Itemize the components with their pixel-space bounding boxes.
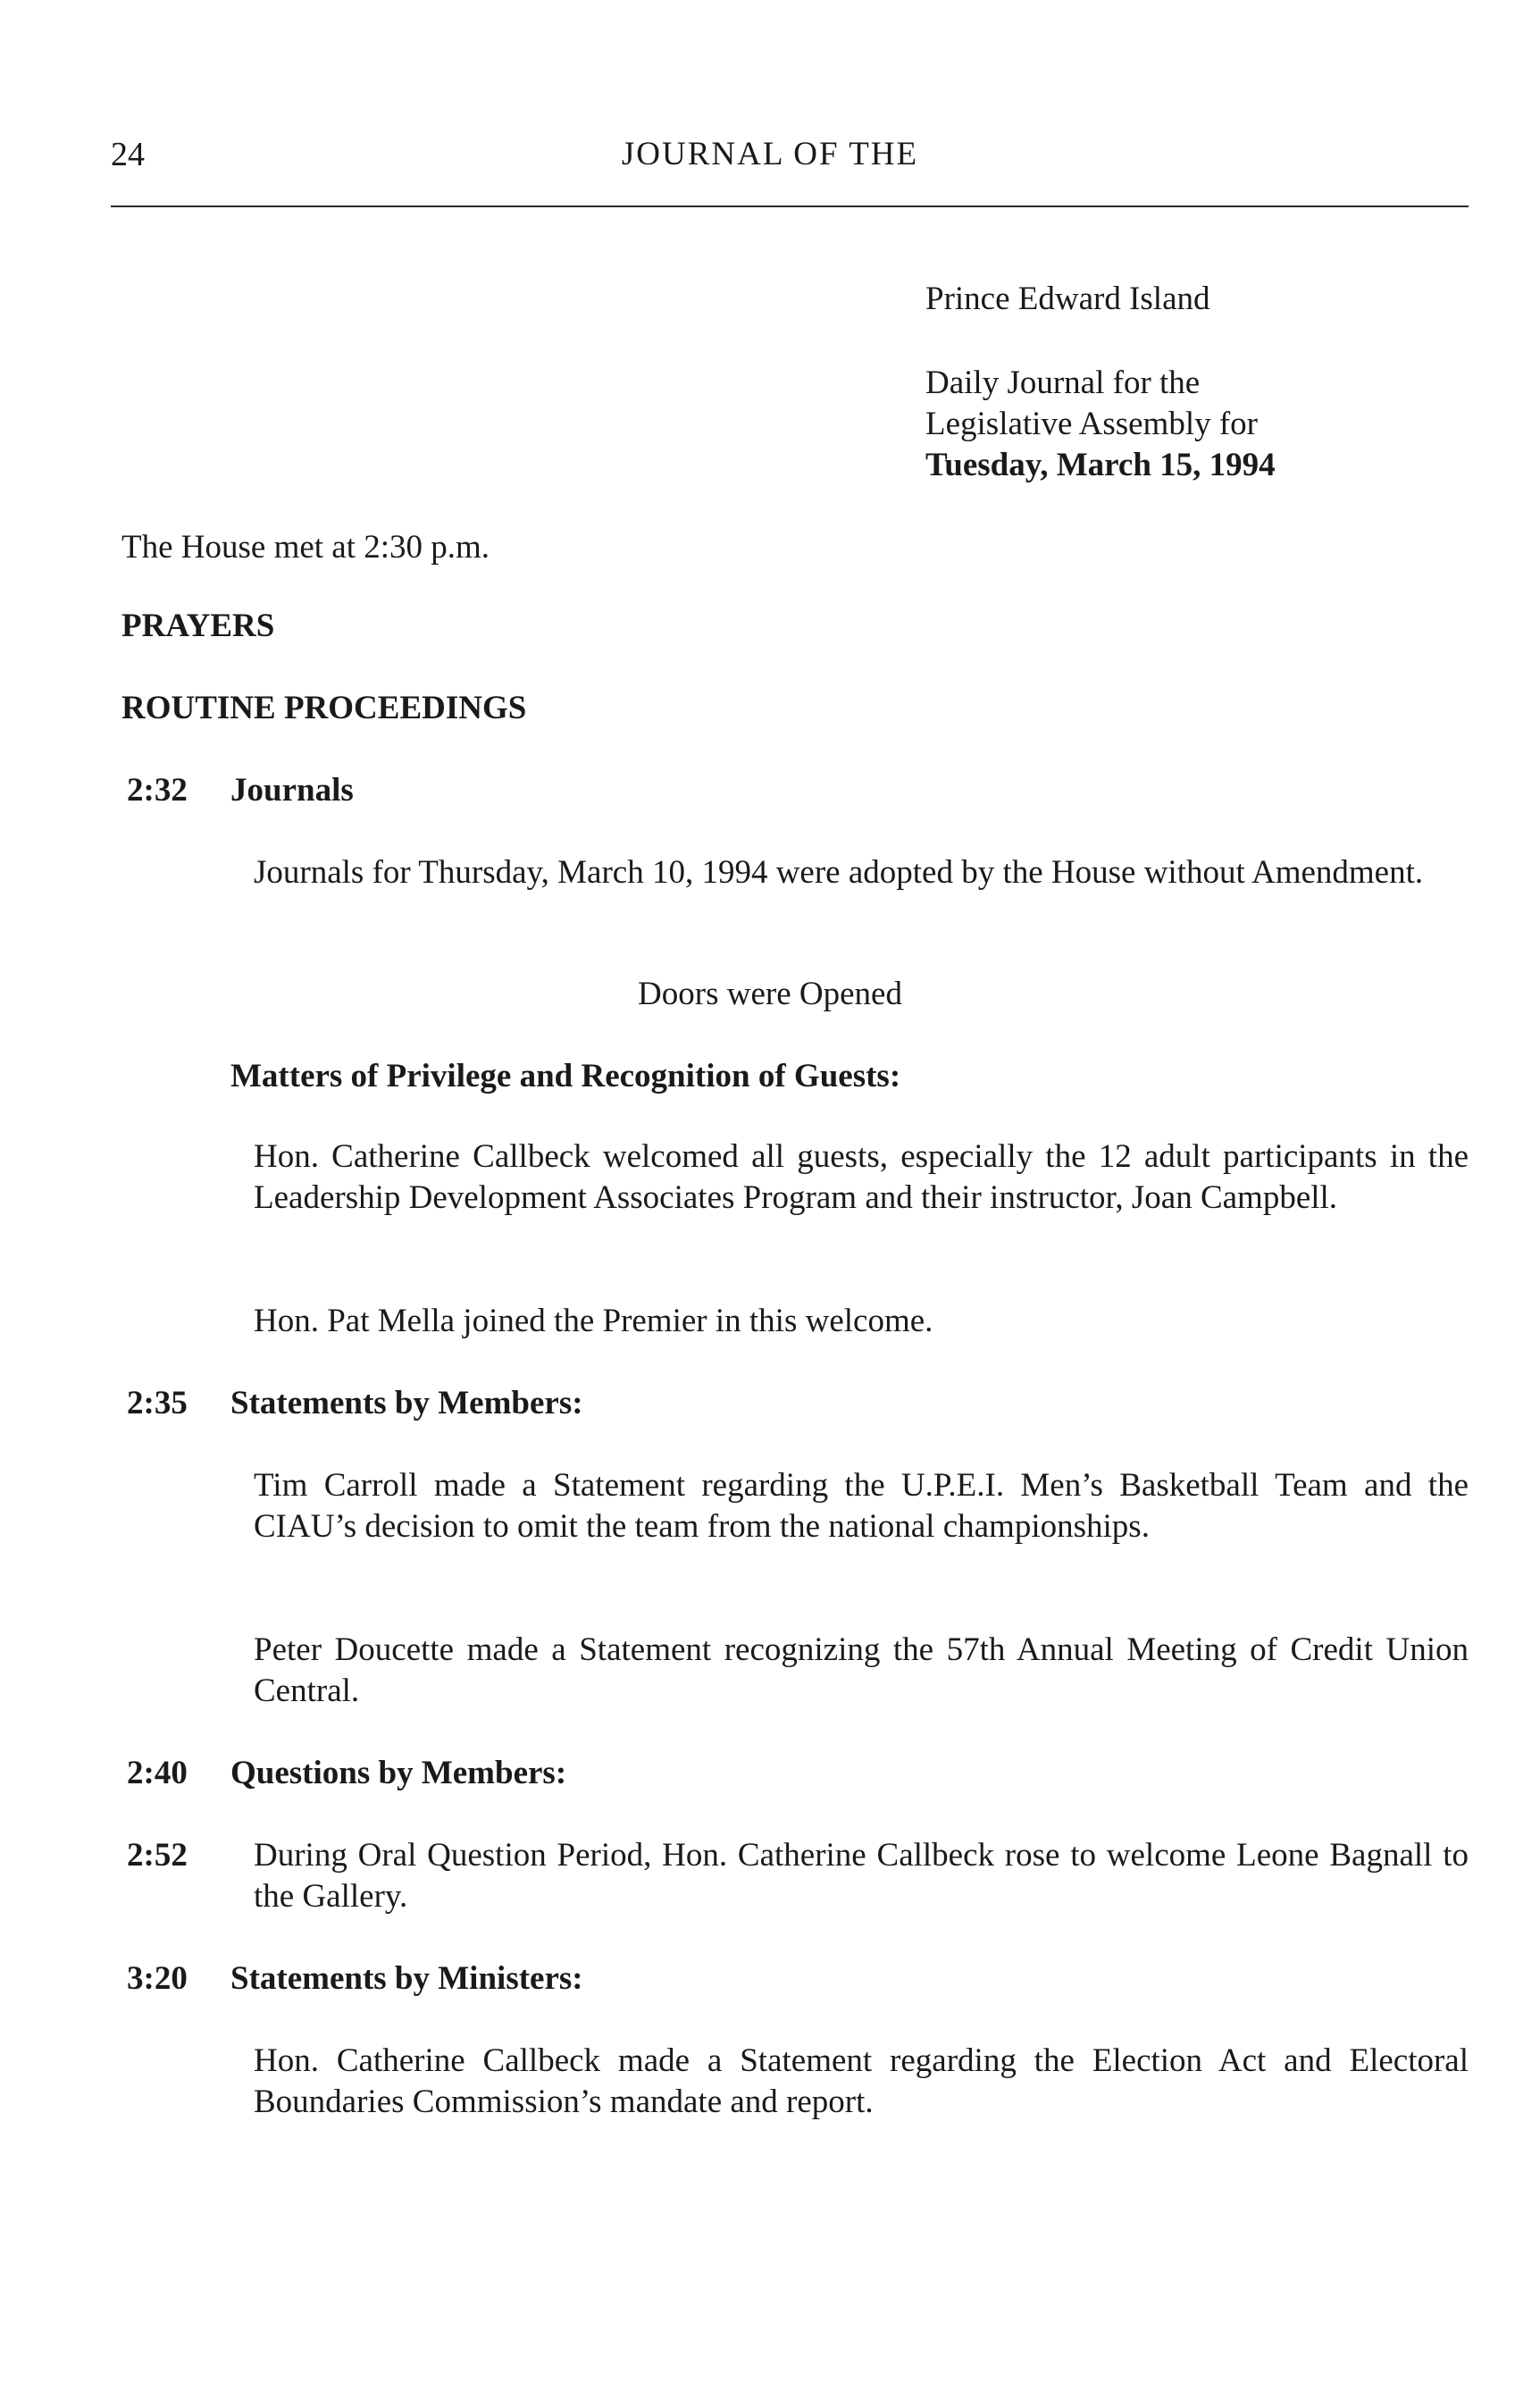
- doors-opened-text: Doors were Opened: [638, 976, 902, 1012]
- journal-line-1: Daily Journal for the: [925, 365, 1201, 401]
- time-stamp-member-statements: 2:35: [127, 1385, 188, 1421]
- member-statements-heading: Statements by Members:: [230, 1385, 583, 1421]
- running-title: JOURNAL OF THE: [621, 136, 919, 172]
- journals-paragraph: Journals for Thursday, March 10, 1994 were adopted by the House without Amendment.: [254, 854, 1424, 891]
- minister-statement-paragraph: Hon. Catherine Callbeck made a Statement regarding the Election Act and Electoral Boundaries Commission’s mandate and report.: [254, 2042, 1469, 2120]
- journal-date: Tuesday, March 15, 1994: [925, 447, 1276, 483]
- journals-heading: Journals: [230, 772, 354, 809]
- time-stamp-minister-statements: 3:20: [127, 1960, 188, 1997]
- privilege-paragraph-2: Hon. Pat Mella joined the Premier in this welcome.: [254, 1303, 933, 1339]
- page-number: 24: [111, 136, 145, 173]
- house-met-text: The House met at 2:30 p.m.: [121, 529, 490, 566]
- privilege-heading: Matters of Privilege and Recognition of Guests:: [230, 1058, 901, 1094]
- minister-statements-heading: Statements by Ministers:: [230, 1960, 583, 1997]
- member-statement-paragraph-2: Peter Doucette made a Statement recognizing the 57th Annual Meeting of Credit Union Central.: [254, 1631, 1469, 1709]
- routine-proceedings-heading: ROUTINE PROCEEDINGS: [121, 690, 527, 726]
- privilege-paragraph-1: Hon. Catherine Callbeck welcomed all guests, especially the 12 adult participants in the Leadership Development Associates Program and their instructor, Joan Campbell.: [254, 1138, 1469, 1216]
- province-title: Prince Edward Island: [925, 281, 1210, 317]
- time-stamp-journals: 2:32: [127, 772, 188, 809]
- journal-line-2: Legislative Assembly for: [925, 406, 1258, 442]
- time-stamp-questions: 2:40: [127, 1755, 188, 1791]
- member-statement-paragraph-1: Tim Carroll made a Statement regarding the U.P.E.I. Men’s Basketball Team and the CIAU’s decision to omit the team from the national championships.: [254, 1467, 1469, 1545]
- prayers-heading: PRAYERS: [121, 608, 275, 644]
- questions-heading: Questions by Members:: [230, 1755, 567, 1791]
- oral-question-paragraph: During Oral Question Period, Hon. Catherine Callbeck rose to welcome Leone Bagnall to the Gallery.: [254, 1837, 1469, 1915]
- time-stamp-oral-questions: 2:52: [127, 1837, 188, 1874]
- header-rule: [111, 205, 1469, 207]
